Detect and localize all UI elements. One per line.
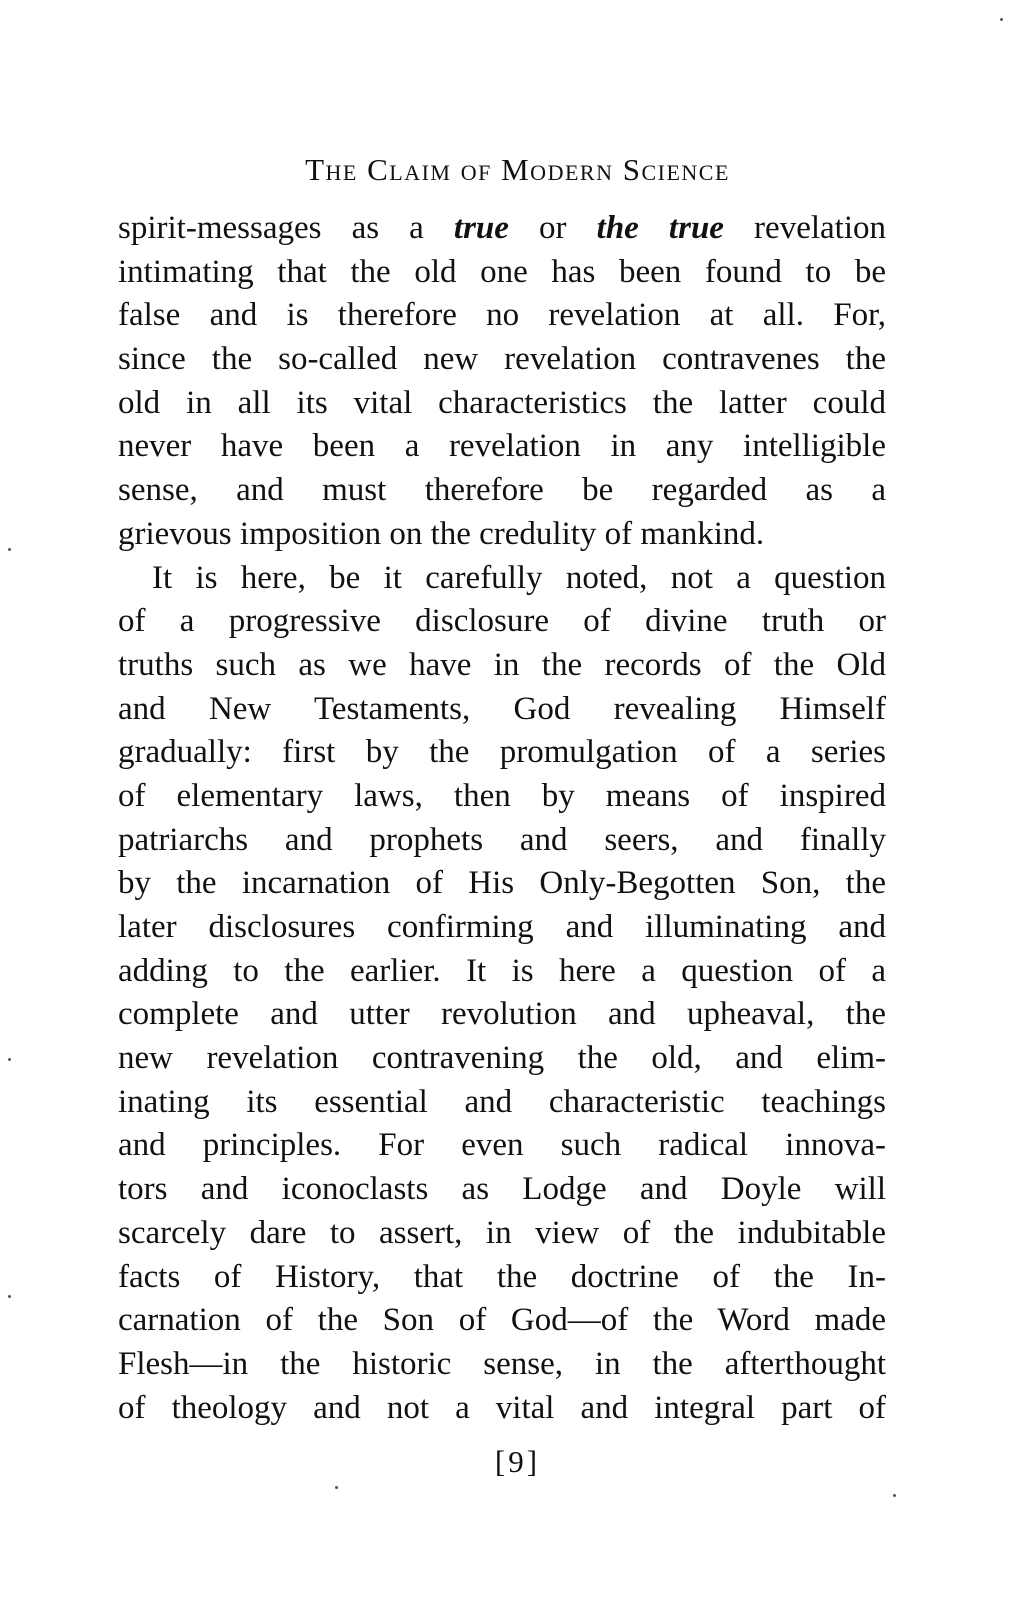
text-line-8: grievous imposition on the credulity of mankind. bbox=[118, 515, 765, 552]
text-line-13: gradually: first by the promulgation of a series bbox=[118, 734, 886, 771]
text-line-5: old in all its vital characteristics the latter could bbox=[118, 384, 886, 421]
emphasis-true: true bbox=[453, 210, 509, 246]
text-line-2: intimating that the old one has been found to be bbox=[118, 253, 886, 290]
body-text bbox=[118, 207, 886, 1430]
running-header: The Claim of Modern Science bbox=[305, 152, 730, 187]
text-line-27: Flesh—in the historic sense, in the afterthought bbox=[118, 1345, 886, 1382]
text-line-11: truths such as we have in the records of the Old bbox=[118, 646, 886, 683]
text-line-9: It is here, be it carefully noted, not a question bbox=[152, 559, 886, 596]
text-line-3: false and is therefore no revelation at all. For, bbox=[118, 297, 886, 334]
text-line-1: spirit-messages as a true or the true revelation bbox=[118, 210, 886, 246]
text-line-10: of a progressive disclosure of divine truth or bbox=[118, 603, 886, 640]
text-line-16: by the incarnation of His Only-Begotten Son, the bbox=[118, 865, 886, 902]
text-line-21: inating its essential and characteristic teachings bbox=[118, 1083, 886, 1120]
text-line-25: facts of History, that the doctrine of the In- bbox=[118, 1258, 886, 1295]
text-line-18: adding to the earlier. It is here a question of a bbox=[118, 952, 886, 989]
scan-speck bbox=[893, 1494, 896, 1497]
text-line-22: and principles. For even such radical innova- bbox=[118, 1127, 886, 1164]
text-line-26: carnation of the Son of God—of the Word made bbox=[118, 1302, 886, 1339]
text-line-4: since the so-called new revelation contravenes the bbox=[118, 341, 886, 378]
scan-speck bbox=[8, 1058, 11, 1061]
text-line-7: sense, and must therefore be regarded as a bbox=[118, 472, 886, 509]
text-line-24: scarcely dare to assert, in view of the indubitable bbox=[118, 1214, 886, 1251]
text-line-28: of theology and not a vital and integral part of bbox=[118, 1389, 886, 1426]
text-line-23: tors and iconoclasts as Lodge and Doyle will bbox=[118, 1171, 886, 1208]
scan-speck bbox=[335, 1486, 338, 1489]
emphasis-the-true: the true bbox=[596, 210, 724, 246]
scan-speck bbox=[8, 1295, 11, 1298]
text-line-12: and New Testaments, God revealing Himself bbox=[118, 690, 886, 727]
text-line-20: new revelation contravening the old, and elim- bbox=[118, 1040, 886, 1077]
scan-speck bbox=[1000, 18, 1003, 21]
scan-speck bbox=[8, 548, 11, 551]
text-line-14: of elementary laws, then by means of inspired bbox=[118, 777, 886, 814]
text-line-19: complete and utter revolution and upheaval, the bbox=[118, 996, 886, 1033]
text-line-15: patriarchs and prophets and seers, and finally bbox=[118, 821, 886, 858]
page-number: [9] bbox=[494, 1444, 541, 1479]
text-line-6: never have been a revelation in any intelligible bbox=[118, 428, 886, 465]
text-line-17: later disclosures confirming and illuminating and bbox=[118, 909, 886, 945]
